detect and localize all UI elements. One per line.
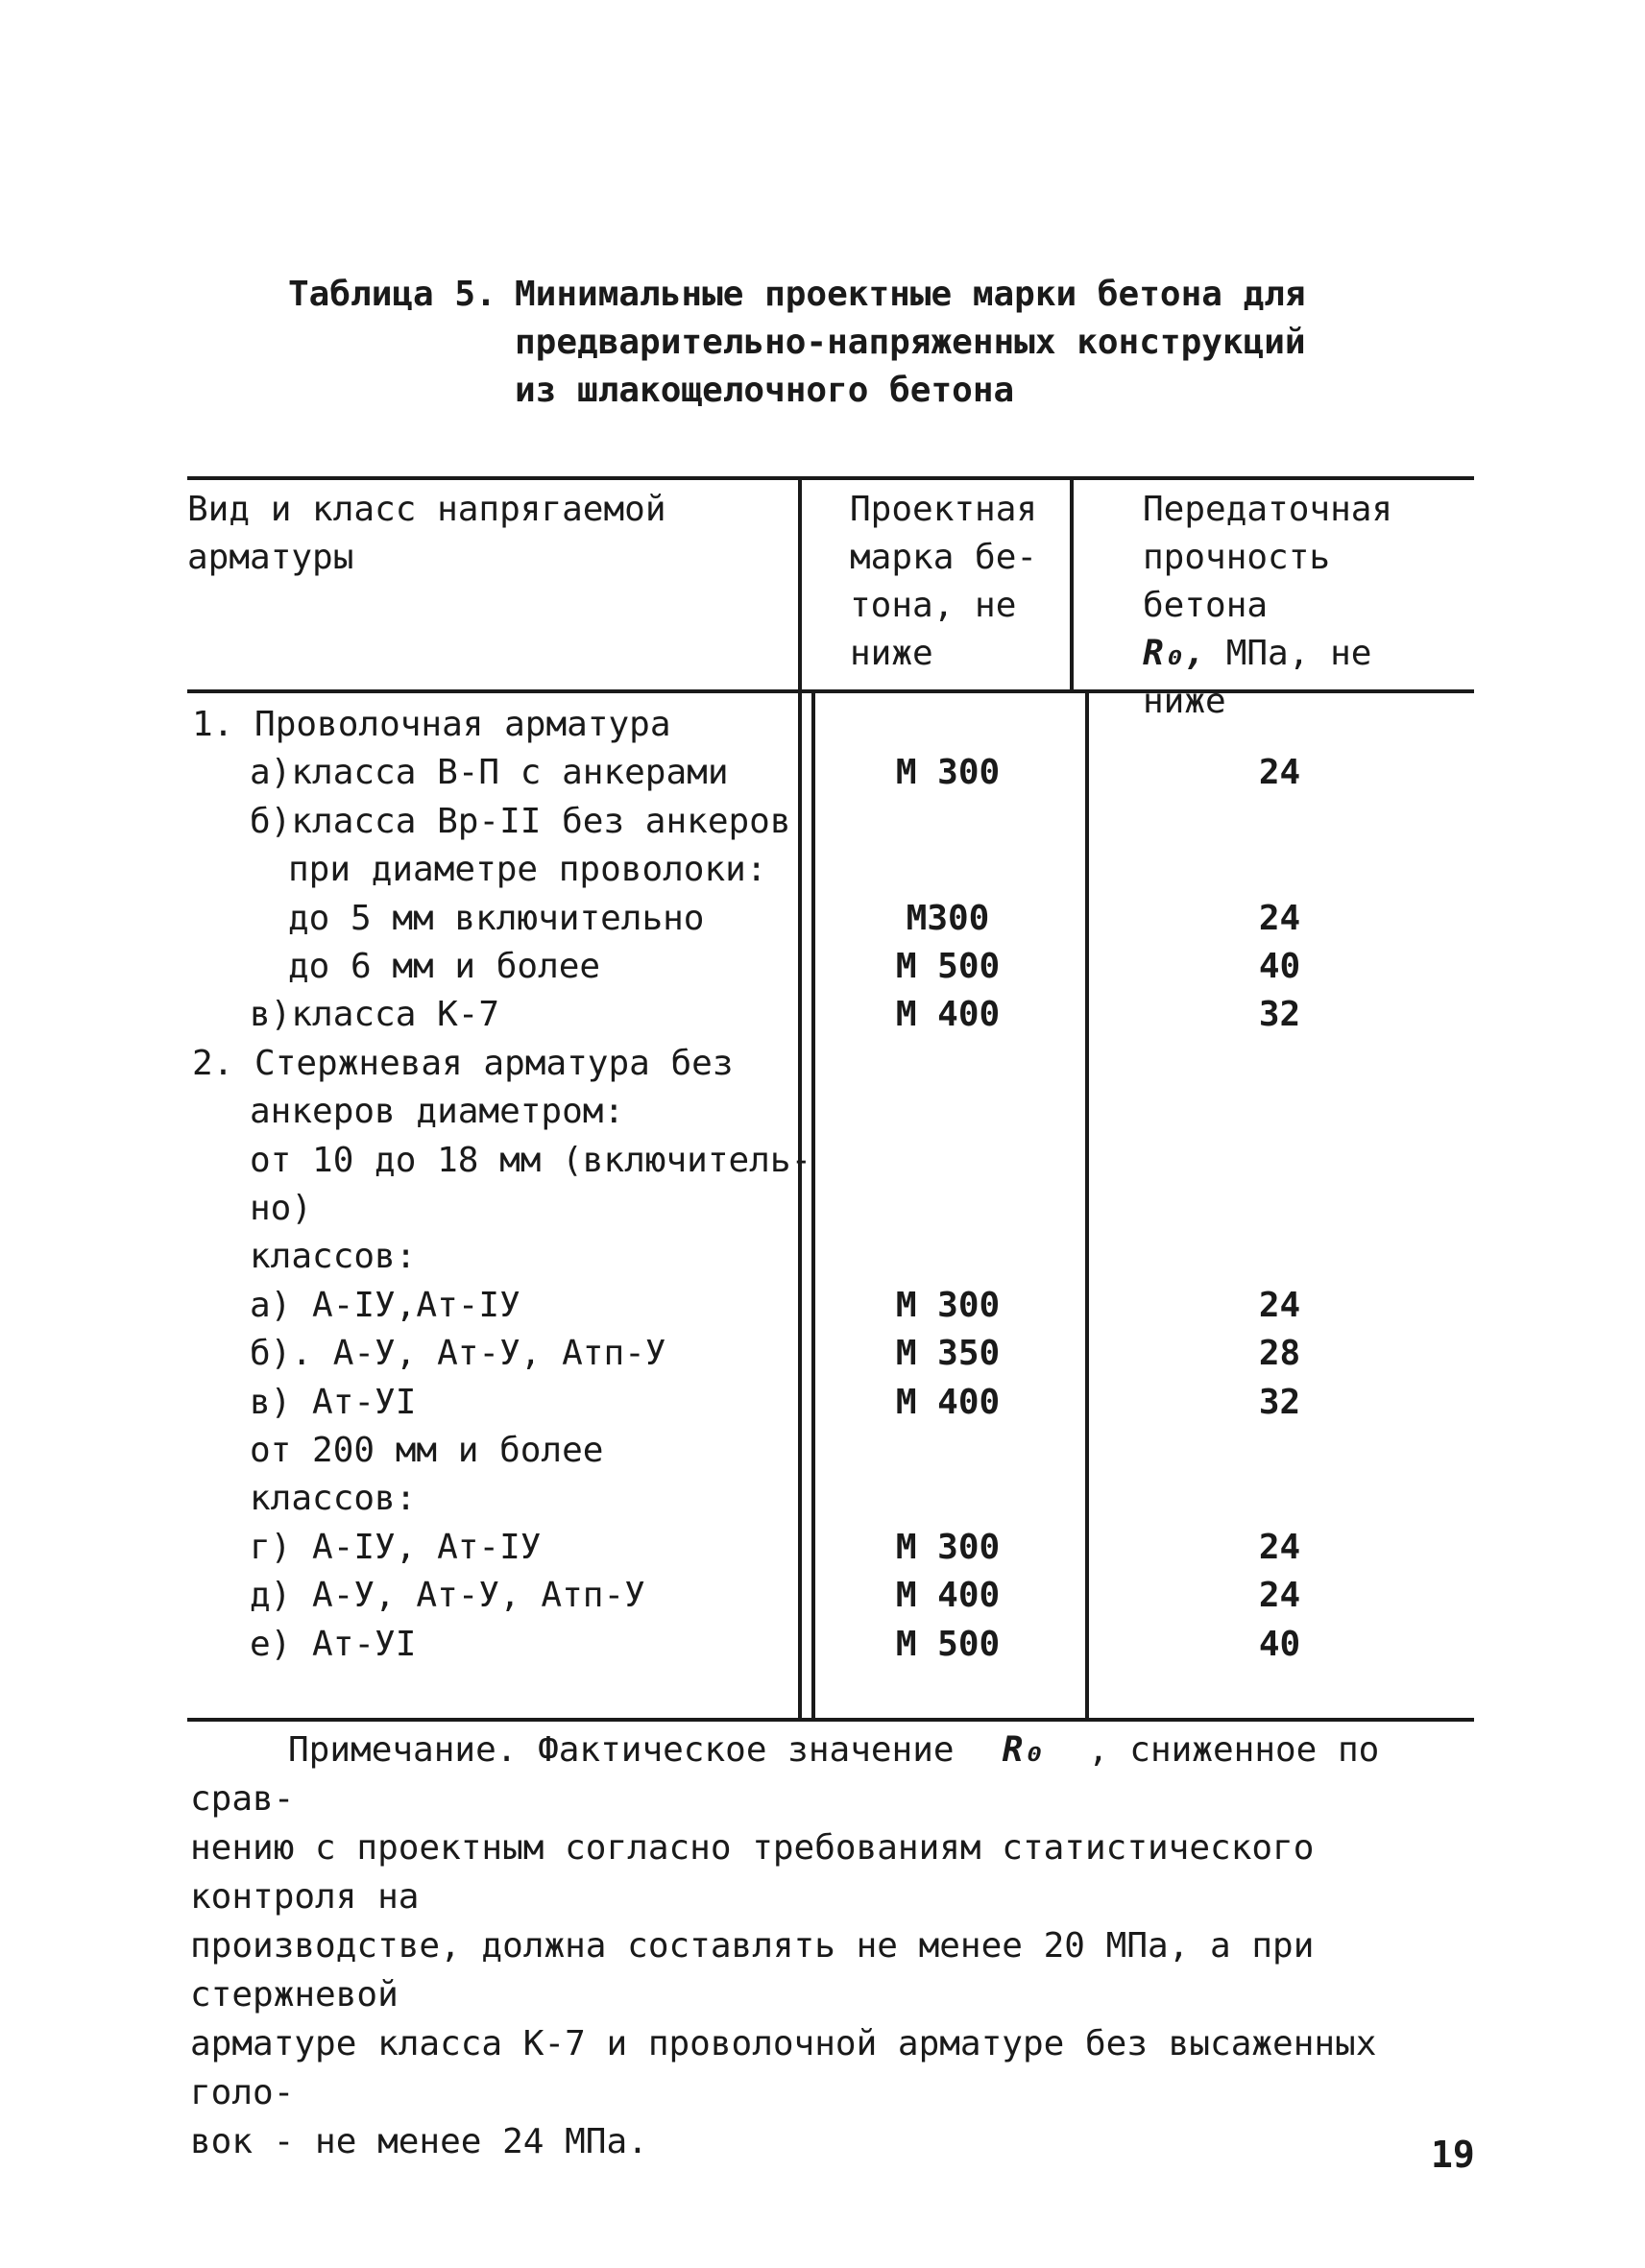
- row-design-grade: [817, 1475, 1078, 1523]
- table-bottom-rule: [187, 1718, 1474, 1722]
- header-col2-line-1: Проектная: [850, 490, 1038, 529]
- column-divider-2: [1070, 476, 1074, 693]
- row-design-grade: [817, 798, 1078, 846]
- row-transfer-strength: 32: [1258, 1382, 1301, 1422]
- row-design-grade: [817, 1040, 1078, 1088]
- row-design-grade: [817, 1088, 1078, 1136]
- row-design-grade: [817, 1185, 1078, 1233]
- row-label: от 10 до 18 мм (включитель-: [250, 1140, 812, 1180]
- row-transfer-strength: 32: [1258, 995, 1301, 1035]
- row-design-grade: М 500: [895, 1624, 1001, 1664]
- row-label: а) А-IУ,Ат-IУ: [250, 1285, 520, 1325]
- row-transfer-strength: [1085, 1233, 1474, 1281]
- header-design-grade: [850, 486, 1066, 678]
- header-reinforcement-class: [187, 486, 792, 582]
- row-label: 2. Стержневая арматура без: [192, 1043, 734, 1083]
- row-label: б)класса Bp-II без анкеров: [250, 801, 791, 841]
- ro-symbol: R₀: [1002, 1730, 1044, 1770]
- row-label: классов:: [250, 1479, 417, 1519]
- ro-symbol: R₀,: [1143, 634, 1206, 673]
- row-design-grade: М 300: [895, 1285, 1001, 1325]
- header-col1-line-2: арматуры: [187, 538, 354, 577]
- caption-title-line-1: Минимальные проектные марки бетона для: [515, 275, 1306, 314]
- row-transfer-strength: [1085, 1185, 1474, 1233]
- row-design-grade: М 350: [895, 1334, 1001, 1374]
- header-col2-line-2: марка бе-: [850, 538, 1038, 577]
- row-design-grade: М 400: [895, 995, 1001, 1035]
- row-label: от 200 мм и более: [250, 1431, 604, 1470]
- row-transfer-strength: [1085, 1475, 1474, 1523]
- row-design-grade: [817, 1137, 1078, 1185]
- row-label: в)класса К-7: [250, 995, 500, 1035]
- row-label: при диаметре проволоки:: [288, 850, 767, 890]
- note-line-1-rest: , сниженное по срав-: [190, 1730, 1380, 1819]
- table-label: Таблица 5.: [288, 275, 496, 314]
- row-design-grade: М 300: [895, 753, 1001, 793]
- row-transfer-strength: [1085, 1137, 1474, 1185]
- table-top-rule: [187, 476, 1474, 480]
- row-transfer-strength: [1085, 846, 1474, 894]
- note-line-4: арматуре класса К-7 и проволочной арматуре без высаженных голо-: [190, 2024, 1377, 2112]
- header-col3-line-2: прочность бетона: [1143, 538, 1331, 625]
- row-label: анкеров диаметром:: [250, 1092, 625, 1132]
- header-col1-line-1: Вид и класс напрягаемой: [187, 490, 666, 529]
- row-transfer-strength: [1085, 1427, 1474, 1475]
- column-divider-1b: [811, 693, 815, 1718]
- note-line-1: [190, 1725, 1496, 1823]
- row-design-grade: [817, 1233, 1078, 1281]
- caption-title-line-3: из шлакощелочного бетона: [515, 371, 1015, 410]
- row-transfer-strength: 24: [1258, 1527, 1301, 1567]
- row-label: до 6 мм и более: [288, 947, 601, 986]
- row-transfer-strength: 24: [1258, 1576, 1301, 1616]
- row-label: б). А-У, Ат-У, Атп-У: [250, 1334, 666, 1374]
- table-caption: [288, 271, 1306, 415]
- row-design-grade: М 300: [895, 1527, 1001, 1567]
- header-col3-line-1: Передаточная: [1143, 490, 1393, 529]
- row-design-grade: [817, 846, 1078, 894]
- caption-title-line-2: предварительно-напряженных конструкций: [515, 323, 1306, 362]
- row-label: а)класса В-П с анкерами: [250, 753, 729, 793]
- row-transfer-strength: 24: [1258, 898, 1301, 938]
- row-label: е) Ат-УI: [250, 1624, 417, 1664]
- header-transfer-strength: [1143, 486, 1474, 726]
- table-note: [190, 1725, 1496, 2166]
- note-prefix: Примечание. Фактическое значение: [288, 1730, 955, 1770]
- row-label: д) А-У, Ат-У, Атп-У: [250, 1576, 645, 1616]
- note-line-2: нению с проектным согласно требованиям статистического контроля на: [190, 1828, 1315, 1917]
- row-label: 1. Проволочная арматура: [192, 705, 671, 744]
- row-transfer-strength: [1085, 1088, 1474, 1136]
- row-transfer-strength: 28: [1258, 1334, 1301, 1374]
- note-line-3: производстве, должна составлять не менее 20 МПа, а при стержневой: [190, 1926, 1315, 2015]
- row-transfer-strength: 24: [1258, 753, 1301, 793]
- row-transfer-strength: [1085, 798, 1474, 846]
- header-col2-line-4: ниже: [850, 634, 933, 673]
- row-design-grade: М 500: [895, 947, 1001, 986]
- row-label: но): [250, 1189, 313, 1228]
- header-col3-unit: МПа, не ниже: [1143, 634, 1372, 721]
- row-transfer-strength: [1085, 701, 1474, 749]
- row-transfer-strength: 24: [1258, 1285, 1301, 1325]
- row-label: г) А-IУ, Ат-IУ: [250, 1527, 542, 1567]
- row-design-grade: [817, 1427, 1078, 1475]
- row-design-grade: М 400: [895, 1576, 1001, 1616]
- row-design-grade: [817, 701, 1078, 749]
- row-transfer-strength: [1085, 1040, 1474, 1088]
- concrete-grades-table: [187, 476, 1474, 1722]
- row-design-grade: М300: [906, 898, 990, 938]
- row-transfer-strength: 40: [1258, 947, 1301, 986]
- row-label: классов:: [250, 1237, 417, 1277]
- row-label: до 5 мм включительно: [288, 898, 705, 938]
- header-col2-line-3: тона, не: [850, 586, 1017, 625]
- column-divider-1: [798, 476, 802, 1722]
- row-transfer-strength: 40: [1258, 1624, 1301, 1664]
- row-design-grade: М 400: [895, 1382, 1001, 1422]
- note-line-5: вок - не менее 24 МПа.: [190, 2122, 648, 2161]
- page-number: 19: [1431, 2134, 1475, 2176]
- row-label: в) Ат-УI: [250, 1382, 417, 1422]
